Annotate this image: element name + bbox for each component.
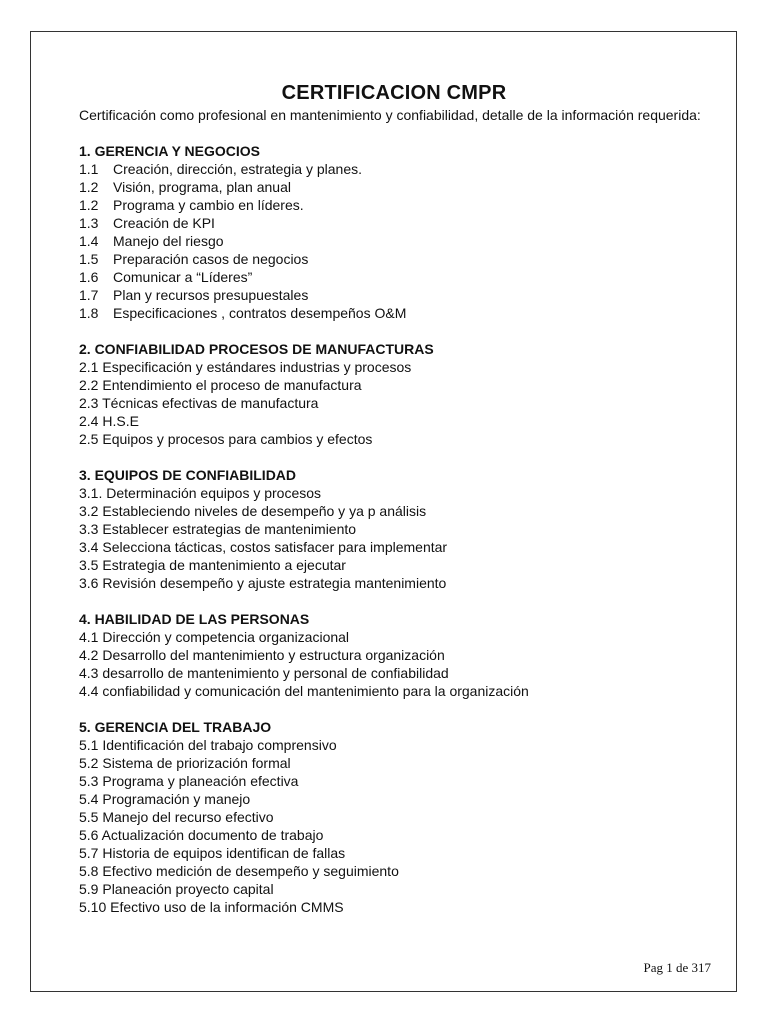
document-body (79, 80, 709, 916)
list-item (79, 844, 709, 862)
item-number: 1.5 (79, 251, 99, 267)
list-item (79, 484, 709, 502)
item-number: 5.2 (79, 755, 99, 771)
item-text: Identificación del trabajo comprensivo (102, 737, 337, 753)
item-number: 5.3 (79, 773, 99, 789)
list-item (79, 268, 709, 286)
item-text: Creación de KPI (113, 215, 215, 231)
item-text: Estableciendo niveles de desempeño y ya p análisis (102, 503, 427, 519)
section-habilidad-personas (79, 610, 709, 700)
item-text: Programación y manejo (102, 791, 251, 807)
item-text: Actualización documento de trabajo (101, 827, 324, 843)
section-item-list (79, 160, 709, 322)
item-number: 1.4 (79, 233, 99, 249)
page-number: Pag 1 de 317 (643, 960, 711, 975)
item-text: Efectivo uso de la información CMMS (110, 899, 344, 915)
item-number: 1.8 (79, 305, 99, 321)
item-text: Entendimiento el proceso de manufactura (102, 377, 362, 393)
item-number: 5.4 (79, 791, 99, 807)
document-title: CERTIFICACION CMPR (281, 82, 507, 104)
section-heading: 2. CONFIABILIDAD PROCESOS DE MANUFACTURAS (79, 341, 434, 357)
item-text: Desarrollo del mantenimiento y estructura organización (102, 647, 445, 663)
item-number: 5.1 (79, 737, 99, 753)
list-item (79, 772, 709, 790)
item-number: 5.6 (79, 827, 99, 843)
item-number: 4.4 (79, 683, 99, 699)
item-text: Selecciona tácticas, costos satisfacer para implementar (102, 539, 448, 555)
item-number: 5.10 (79, 899, 107, 915)
item-text: confiabilidad y comunicación del mantenimiento para la organización (102, 683, 529, 699)
list-item (79, 664, 709, 682)
item-number: 3.2 (79, 503, 99, 519)
list-item (79, 520, 709, 538)
section-heading: 5. GERENCIA DEL TRABAJO (79, 719, 272, 735)
section-confiabilidad-procesos (79, 340, 709, 448)
list-item (79, 430, 709, 448)
document-intro: Certificación como profesional en mantenimiento y confiabilidad, detalle de la información requerida: (79, 107, 701, 123)
list-item (79, 736, 709, 754)
item-number: 1.3 (79, 215, 99, 231)
item-text: H.S.E (102, 413, 139, 429)
list-item (79, 250, 709, 268)
item-number: 2.5 (79, 431, 99, 447)
item-number: 4.3 (79, 665, 99, 681)
item-text: Revisión desempeño y ajuste estrategia mantenimiento (102, 575, 447, 591)
list-item (79, 538, 709, 556)
item-text: Programa y planeación efectiva (102, 773, 299, 789)
list-item (79, 628, 709, 646)
item-text: Manejo del recurso efectivo (102, 809, 274, 825)
item-number: 2.1 (79, 359, 99, 375)
item-text: Sistema de priorización formal (102, 755, 291, 771)
list-item (79, 412, 709, 430)
item-text: Preparación casos de negocios (113, 251, 309, 267)
section-heading: 1. GERENCIA Y NEGOCIOS (79, 143, 261, 159)
item-number: 2.2 (79, 377, 99, 393)
item-text: Visión, programa, plan anual (113, 179, 291, 195)
section-item-list (79, 736, 709, 916)
item-text: Efectivo medición de desempeño y seguimiento (102, 863, 399, 879)
section-heading: 3. EQUIPOS DE CONFIABILIDAD (79, 467, 297, 483)
list-item (79, 502, 709, 520)
item-text: Técnicas efectivas de manufactura (102, 395, 319, 411)
section-gerencia-trabajo (79, 718, 709, 916)
item-text: Comunicar a “Líderes” (113, 269, 253, 285)
list-item (79, 754, 709, 772)
section-item-list (79, 484, 709, 592)
item-text: Creación, dirección, estrategia y planes. (113, 161, 363, 177)
item-text: Establecer estrategias de mantenimiento (102, 521, 357, 537)
item-number: 5.8 (79, 863, 99, 879)
list-item (79, 160, 709, 178)
section-heading: 4. HABILIDAD DE LAS PERSONAS (79, 611, 310, 627)
item-number: 1.2 (79, 179, 99, 195)
section-item-list (79, 358, 709, 448)
item-number: 5.9 (79, 881, 99, 897)
item-number: 4.2 (79, 647, 99, 663)
list-item (79, 682, 709, 700)
item-number: 5.5 (79, 809, 99, 825)
item-number: 1.2 (79, 197, 99, 213)
list-item (79, 826, 709, 844)
item-text: Programa y cambio en líderes. (113, 197, 304, 213)
list-item (79, 196, 709, 214)
item-number: 2.3 (79, 395, 99, 411)
item-number: 4.1 (79, 629, 99, 645)
list-item (79, 214, 709, 232)
item-number: 3.5 (79, 557, 99, 573)
item-text: Planeación proyecto capital (102, 881, 274, 897)
list-item (79, 880, 709, 898)
item-text: Especificación y estándares industrias y procesos (102, 359, 412, 375)
item-text: Plan y recursos presupuestales (113, 287, 309, 303)
item-number: 5.7 (79, 845, 99, 861)
section-equipos-confiabilidad (79, 466, 709, 592)
item-number: 3.6 (79, 575, 99, 591)
section-gerencia-negocios (79, 142, 709, 322)
item-text: Dirección y competencia organizacional (102, 629, 350, 645)
list-item (79, 376, 709, 394)
item-number: 3.3 (79, 521, 99, 537)
item-number: 2.4 (79, 413, 99, 429)
list-item (79, 232, 709, 250)
item-text: Manejo del riesgo (113, 233, 224, 249)
list-item (79, 304, 709, 322)
item-number: 1.7 (79, 287, 99, 303)
item-number: 1.6 (79, 269, 99, 285)
item-text: Historia de equipos identifican de fallas (102, 845, 346, 861)
item-text: Determinación equipos y procesos (106, 485, 322, 501)
section-item-list (79, 628, 709, 700)
list-item (79, 790, 709, 808)
item-text: Especificaciones , contratos desempeños O&M (113, 305, 407, 321)
list-item (79, 862, 709, 880)
item-text: Estrategia de mantenimiento a ejecutar (102, 557, 346, 573)
item-text: desarrollo de mantenimiento y personal de confiabilidad (102, 665, 449, 681)
list-item (79, 286, 709, 304)
list-item (79, 646, 709, 664)
item-number: 3.4 (79, 539, 99, 555)
item-number: 1.1 (79, 161, 99, 177)
list-item (79, 556, 709, 574)
list-item (79, 808, 709, 826)
list-item (79, 394, 709, 412)
list-item (79, 898, 709, 916)
list-item (79, 574, 709, 592)
item-text: Equipos y procesos para cambios y efectos (102, 431, 373, 447)
list-item (79, 178, 709, 196)
item-number: 3.1. (79, 485, 103, 501)
list-item (79, 358, 709, 376)
